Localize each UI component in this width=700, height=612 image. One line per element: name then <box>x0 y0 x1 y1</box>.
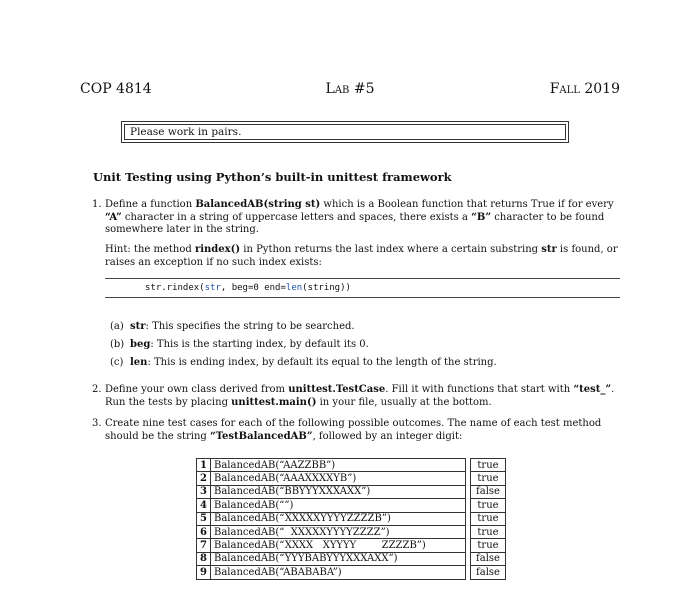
item-text: . Run the tests by placing <box>105 384 615 408</box>
quoted-b: “B” <box>471 211 492 223</box>
item-number: 1. <box>92 199 102 210</box>
item-1-hint <box>105 244 631 269</box>
code-keyword: len <box>285 283 303 293</box>
case-number: 8 <box>197 552 211 565</box>
case-result: true <box>471 539 506 552</box>
code-part: (string)) <box>302 283 351 293</box>
table-row <box>197 525 506 538</box>
quoted-a: “A” <box>105 211 122 223</box>
item-text: character to be found somewhere later in the string. <box>105 211 605 235</box>
case-call: BalancedAB(“YYYBABYYYXXXAXX”) <box>211 552 466 565</box>
case-result: true <box>471 499 506 512</box>
note-box <box>121 121 569 143</box>
hint-str: str <box>541 244 557 255</box>
course-code: COP 4814 <box>80 81 152 97</box>
param-name: len <box>130 357 148 368</box>
item-3 <box>92 418 631 443</box>
item-text: Create nine test cases for each of the following possible outcomes. The name of each test method should be the string <box>105 418 602 442</box>
item-2 <box>92 384 631 409</box>
term: Fall 2019 <box>549 81 620 97</box>
code-keyword: str <box>204 283 221 293</box>
case-result: false <box>471 485 506 498</box>
param-label: (b) <box>110 339 125 350</box>
param-label: (a) <box>110 321 124 332</box>
test-name: “TestBalancedAB” <box>210 430 313 442</box>
test-cases-table <box>196 458 506 580</box>
table-row <box>197 499 506 512</box>
class-name: unittest.TestCase <box>288 384 386 395</box>
case-result: true <box>471 472 506 485</box>
case-result: true <box>471 512 506 525</box>
test-prefix: “test_” <box>573 384 612 395</box>
param-desc: : This is the starting index, by default its 0. <box>150 339 369 350</box>
table-row <box>197 552 506 565</box>
case-number: 6 <box>197 525 211 538</box>
item-text: in your file, usually at the bottom. <box>316 396 492 408</box>
param-desc: : This specifies the string to be searched. <box>145 321 355 332</box>
page-header <box>80 81 620 101</box>
param-item <box>110 339 369 350</box>
note-text: Please work in pairs. <box>124 124 566 140</box>
main-call: unittest.main() <box>231 396 317 408</box>
param-label: (c) <box>110 357 124 368</box>
case-number: 5 <box>197 512 211 525</box>
code-part: str.rindex( <box>145 283 205 293</box>
case-number: 4 <box>197 499 211 512</box>
item-1 <box>92 199 631 237</box>
param-item <box>110 357 497 368</box>
case-call: BalancedAB(“AAAXXXXYB”) <box>211 472 466 485</box>
section-title: Unit Testing using Python’s built-in unittest framework <box>93 170 452 184</box>
case-result: true <box>471 459 506 472</box>
item-text: , followed by an integer digit: <box>312 430 463 442</box>
hint-text: in Python returns the last index where a certain substring <box>240 244 542 255</box>
function-signature: BalancedAB(string st) <box>195 199 321 210</box>
hint-method: rindex() <box>194 244 241 255</box>
code-part: , beg=0 end= <box>220 283 286 293</box>
case-call: BalancedAB(“ XXXXXYYYYZZZZ”) <box>211 525 466 538</box>
table-row <box>197 485 506 498</box>
case-number: 9 <box>197 566 211 579</box>
case-call: BalancedAB(“BBYYYXXXAXX”) <box>211 485 466 498</box>
param-name: str <box>130 321 146 332</box>
item-text: . Fill it with functions that start with <box>385 384 574 395</box>
table-row <box>197 566 506 579</box>
lab-number: Lab #5 <box>325 81 375 97</box>
hint-text: is found, or raises an exception if no such index exists: <box>105 244 618 268</box>
case-call: BalancedAB(“XXXX XYYYY ZZZZB”) <box>211 539 466 552</box>
param-item <box>110 321 355 332</box>
case-number: 3 <box>197 485 211 498</box>
case-call: BalancedAB(“AAZZBB”) <box>211 459 466 472</box>
table-row <box>197 459 506 472</box>
case-call: BalancedAB(“XXXXXYYYYZZZZB”) <box>211 512 466 525</box>
item-text: character in a string of uppercase letters and spaces, there exists a <box>121 211 472 223</box>
case-call: BalancedAB(“”) <box>211 499 466 512</box>
case-number: 7 <box>197 539 211 552</box>
case-result: false <box>471 566 506 579</box>
case-result: false <box>471 552 506 565</box>
table-row <box>197 472 506 485</box>
case-call: BalancedAB(“ABABABA”) <box>211 566 466 579</box>
case-result: true <box>471 525 506 538</box>
item-text: Define your own class derived from <box>105 384 289 395</box>
table-row <box>197 539 506 552</box>
hint-text: Hint: the method <box>105 244 195 255</box>
item-text: Define a function <box>105 199 196 210</box>
case-number: 1 <box>197 459 211 472</box>
code-block <box>105 278 620 298</box>
item-number: 2. <box>92 384 102 395</box>
case-number: 2 <box>197 472 211 485</box>
table-row <box>197 512 506 525</box>
item-text: which is a Boolean function that returns True if for every <box>320 199 614 210</box>
item-number: 3. <box>92 418 102 429</box>
param-desc: : This is ending index, by default its equal to the length of the string. <box>147 357 497 368</box>
param-name: beg <box>130 339 151 350</box>
